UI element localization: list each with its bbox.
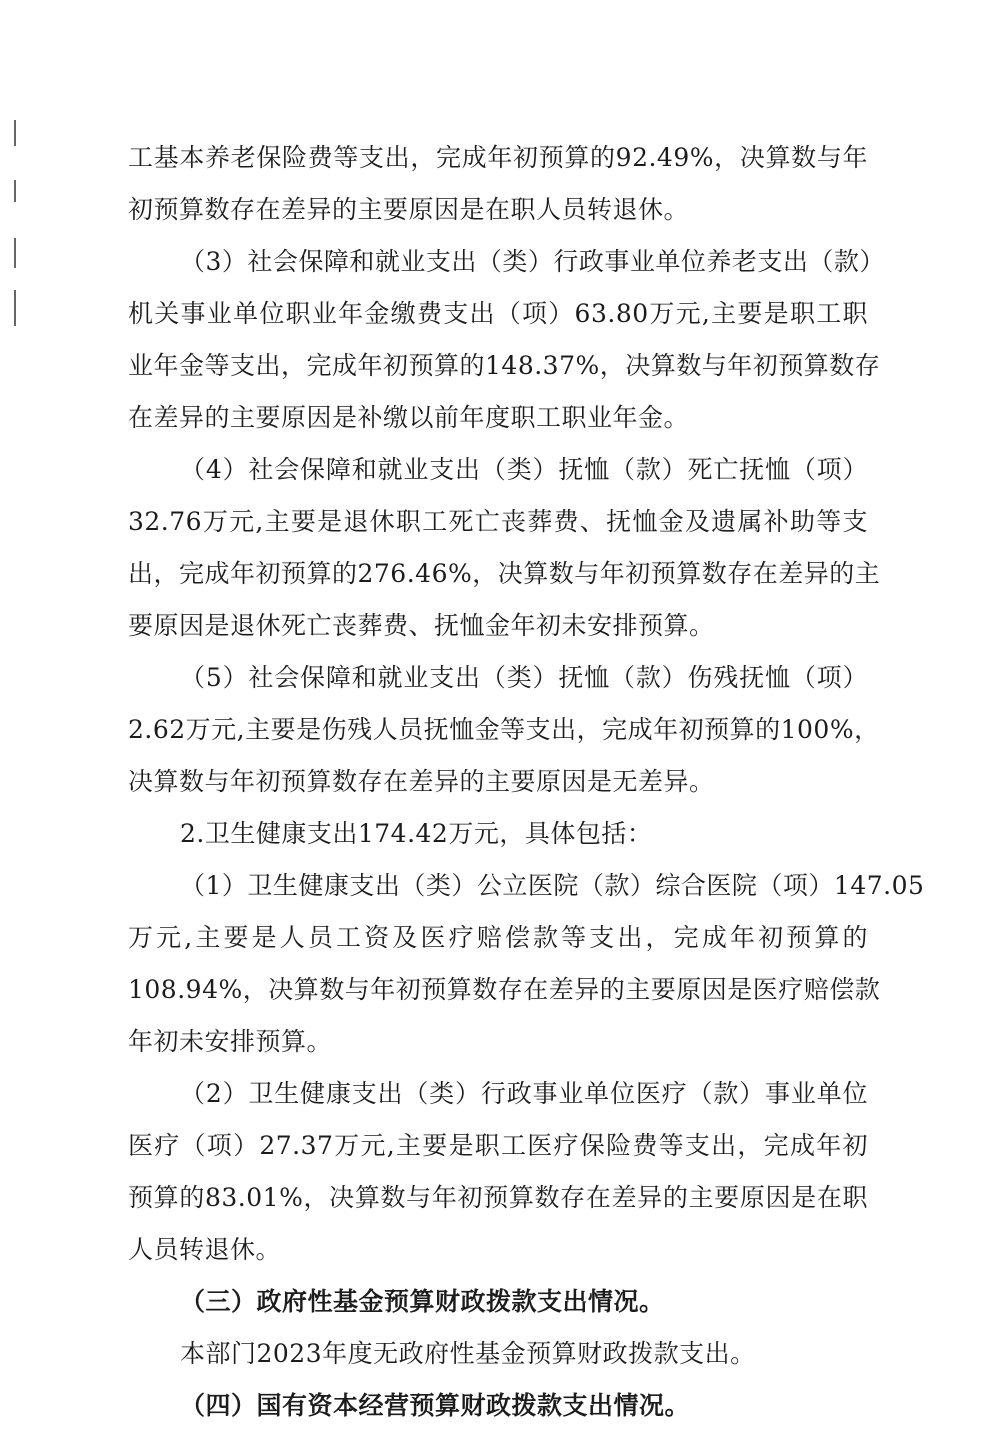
paragraph-line: （5）社会保障和就业支出（类）抚恤（款）伤残抚恤（项） <box>180 663 868 692</box>
paragraph-line: 业年金等支出，完成年初预算的148.37%，决算数与年初预算数存 <box>128 351 881 380</box>
paragraph-line: 决算数与年初预算数存在差异的主要原因是无差异。 <box>128 767 715 796</box>
paragraph-line: 医疗（项）27.37万元,主要是职工医疗保险费等支出，完成年初 <box>128 1131 868 1160</box>
section-heading: （四）国有资本经营预算财政拨款支出情况。 <box>180 1391 691 1420</box>
paragraph-line: 32.76万元,主要是退休职工死亡丧葬费、抚恤金及遗属补助等支 <box>128 507 868 536</box>
document-body <box>128 132 925 1432</box>
paragraph-line: 预算的83.01%，决算数与年初预算数存在差异的主要原因是在职 <box>128 1183 868 1212</box>
paragraph-line: 年初未安排预算。 <box>128 1027 333 1056</box>
paragraph-line: （2）卫生健康支出（类）行政事业单位医疗（款）事业单位 <box>180 1079 868 1108</box>
binding-margin-marks <box>12 120 18 360</box>
paragraph-line: 人员转退休。 <box>128 1235 282 1264</box>
paragraph-line: （1）卫生健康支出（类）公立医院（款）综合医院（项）147.05 <box>180 871 925 900</box>
paragraph-line: 机关事业单位职业年金缴费支出（项）63.80万元,主要是职工职 <box>128 299 868 328</box>
paragraph-line: 出，完成年初预算的276.46%，决算数与年初预算数存在差异的主 <box>128 559 881 588</box>
paragraph-line: 108.94%，决算数与年初预算数存在差异的主要原因是医疗赔偿款 <box>128 975 881 1004</box>
paragraph-line: 本部门2023年度无政府性基金预算财政拨款支出。 <box>180 1339 756 1368</box>
paragraph-line: 在差异的主要原因是补缴以前年度职工职业年金。 <box>128 403 690 432</box>
paragraph-line: （4）社会保障和就业支出（类）抚恤（款）死亡抚恤（项） <box>180 455 868 484</box>
paragraph-line: （3）社会保障和就业支出（类）行政事业单位养老支出（款） <box>180 247 885 276</box>
paragraph-line: 初预算数存在差异的主要原因是在职人员转退休。 <box>128 195 690 224</box>
paragraph-line: 要原因是退休死亡丧葬费、抚恤金年初未安排预算。 <box>128 611 715 640</box>
section-heading: （三）政府性基金预算财政拨款支出情况。 <box>180 1287 665 1316</box>
paragraph-line: 工基本养老保险费等支出，完成年初预算的92.49%，决算数与年 <box>128 143 868 172</box>
paragraph-line: 2.卫生健康支出174.42万元，具体包括： <box>180 819 653 848</box>
paragraph-line: 万元,主要是人员工资及医疗赔偿款等支出，完成年初预算的 <box>128 923 868 952</box>
paragraph-line: 2.62万元,主要是伤残人员抚恤金等支出，完成年初预算的100%， <box>128 715 880 744</box>
